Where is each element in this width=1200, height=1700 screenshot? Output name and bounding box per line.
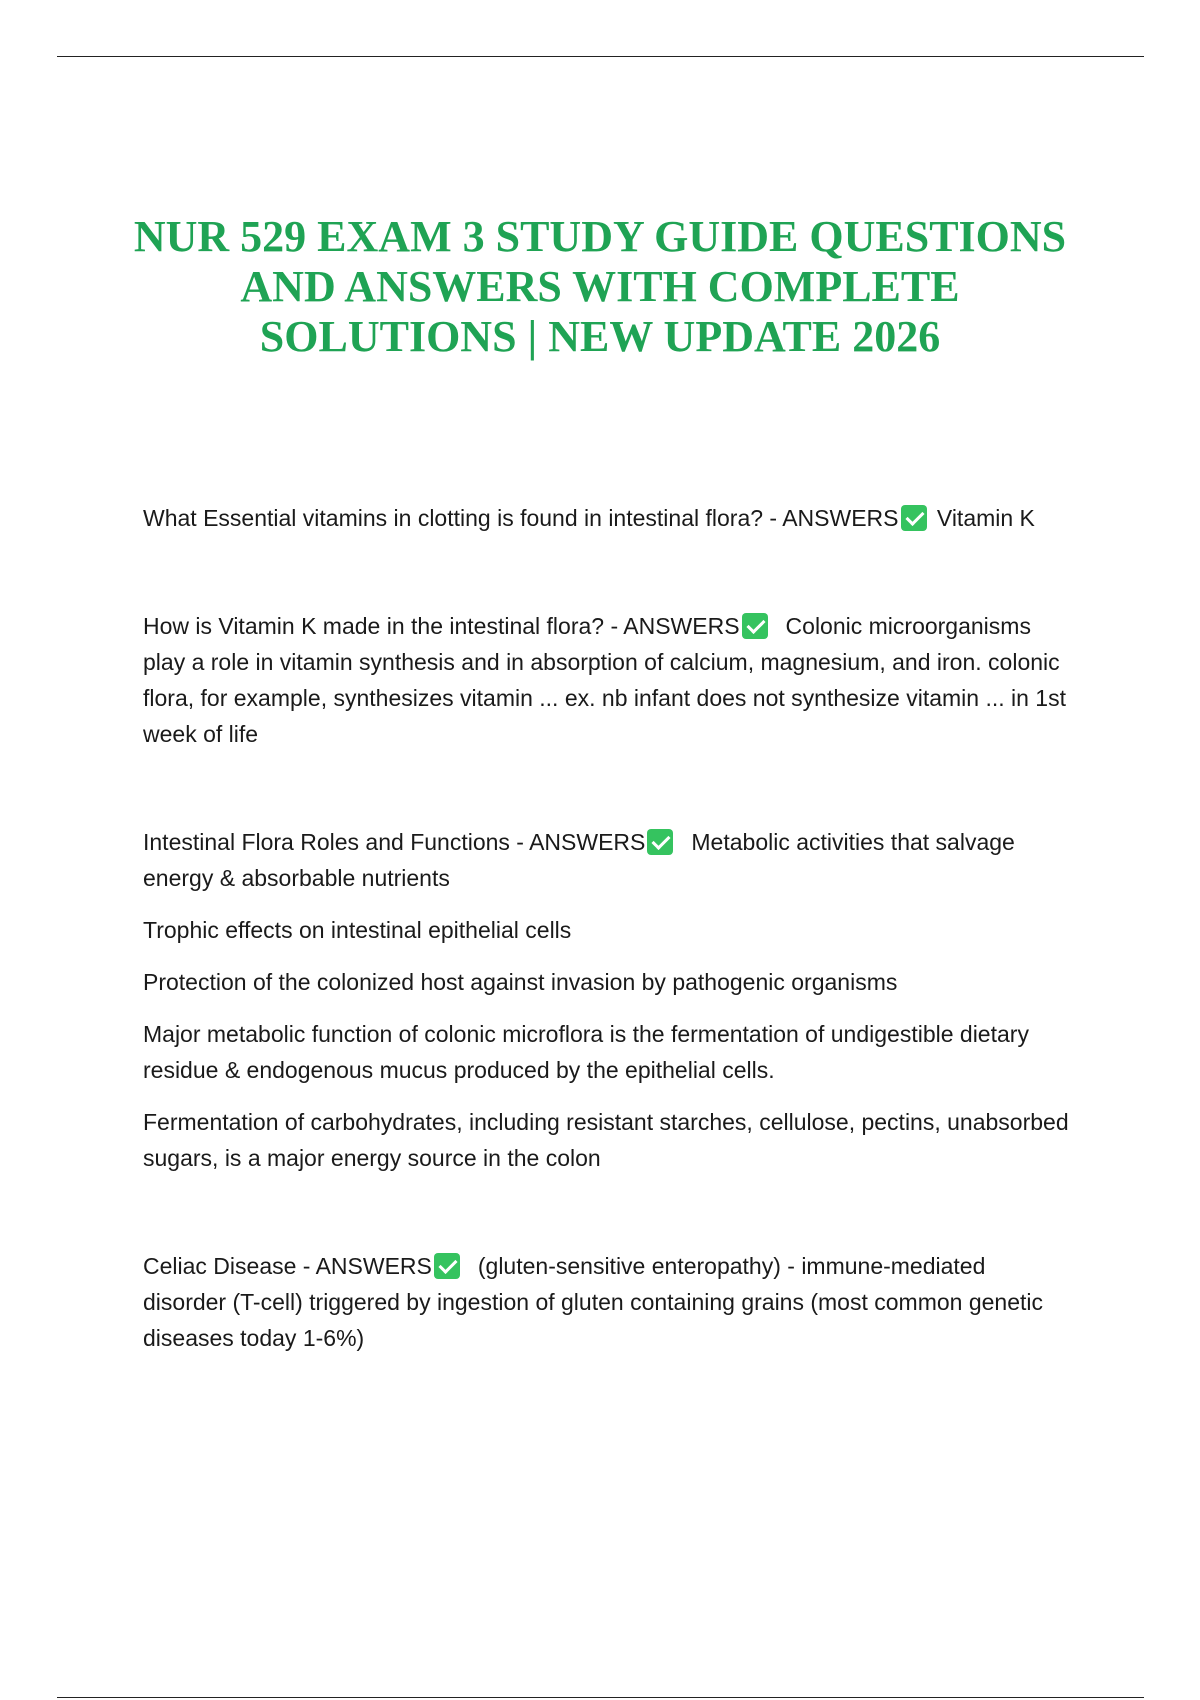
answer-marker: ANSWERS <box>623 613 740 639</box>
bottom-divider <box>57 1697 1144 1698</box>
answer-marker: ANSWERS <box>315 1253 432 1279</box>
question-text: Celiac Disease - <box>143 1253 316 1279</box>
question-text: How is Vitamin K made in the intestinal flora? - <box>143 613 624 639</box>
qa-item <box>143 608 1073 752</box>
qa-item <box>143 500 1073 536</box>
title-line: NUR 529 EXAM 3 STUDY GUIDE QUESTIONS <box>133 212 1067 261</box>
answer-paragraph: Trophic effects on intestinal epithelial cells <box>143 917 572 943</box>
check-icon <box>434 1253 460 1279</box>
top-divider <box>57 56 1144 57</box>
answer-paragraph: Protection of the colonized host against invasion by pathogenic organisms <box>143 969 898 995</box>
answer-paragraph: Major metabolic function of colonic microflora is the fermentation of undigestible dietary residue & endogenous mucus produced by the epithelial cells. <box>143 1021 1029 1083</box>
answer-paragraph: Fermentation of carbohydrates, including resistant starches, cellulose, pectins, unabsorbed sugars, is a major energy source in the colon <box>143 1109 1069 1171</box>
answer-text: Vitamin K <box>936 505 1035 531</box>
question-text: Intestinal Flora Roles and Functions - <box>143 829 530 855</box>
answer-text: (gluten-sensitive enteropathy) - immune-mediated disorder (T-cell) triggered by ingestion of gluten containing grains (most common genetic diseases today 1-6%) <box>143 1253 1043 1351</box>
qa-item <box>143 824 1073 896</box>
qa-list <box>143 500 1073 1356</box>
document-title <box>100 212 1100 362</box>
answer-marker: ANSWERS <box>529 829 646 855</box>
answer-text: Colonic microorganisms play a role in vitamin synthesis and in absorption of calcium, magnesium, and iron. colonic flora, for example, synthesizes vitamin ... ex. nb infant does not synthesize vitamin ... in 1st week of life <box>143 613 1066 747</box>
check-icon <box>647 829 673 855</box>
question-text: What Essential vitamins in clotting is found in intestinal flora? - <box>143 505 783 531</box>
title-line: AND ANSWERS WITH COMPLETE <box>240 262 960 311</box>
check-icon <box>742 613 768 639</box>
answer-marker: ANSWERS <box>782 505 899 531</box>
qa-item <box>143 1248 1073 1356</box>
check-icon <box>901 505 927 531</box>
title-line: SOLUTIONS | NEW UPDATE 2026 <box>259 312 941 361</box>
answer-text: Metabolic activities that salvage energy & absorbable nutrients <box>143 829 1015 891</box>
